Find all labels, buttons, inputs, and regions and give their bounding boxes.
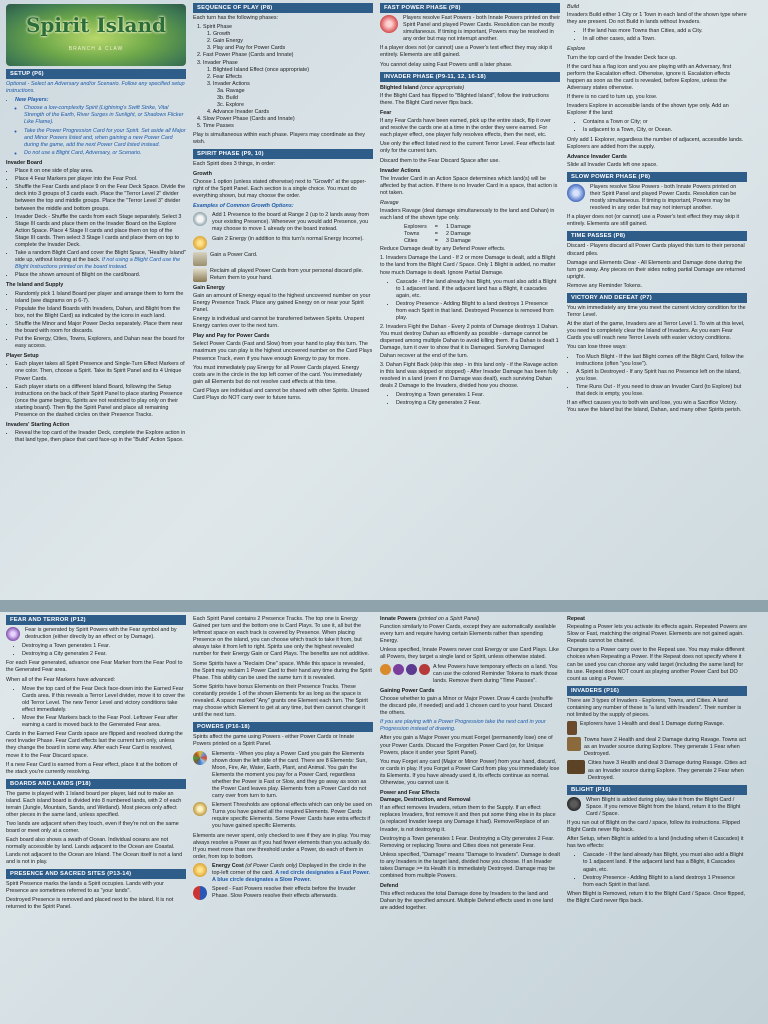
- player-setup-heading: Player Setup: [6, 353, 39, 360]
- setup-optional: Optional - Select an Adversary and/or Scenario. Follow any specified setup instructions.: [6, 81, 185, 95]
- boards-lands-header: BOARDS AND LANDS (P18): [6, 779, 186, 789]
- logo-subtitle: BRANCH & CLAW: [68, 46, 124, 52]
- slow-power-text-2: If a player does not (or cannot) use a Power's text effect they may skip it entirely. Elements are still gained.: [567, 214, 740, 228]
- fear-terror-header: FEAR AND TERROR (P12): [6, 615, 186, 625]
- town-icon: [567, 737, 581, 751]
- slow-power-row: Players resolve Slow Powers - both Innate Powers printed on their Spirit Panel and played Power Cards. Resolution can be mostly simultaneous. If timing is important, Powers may be resolved in any order but may not interrupt another.: [567, 184, 747, 212]
- gaining-text-1: Choose whether to gain a Minor or Major Power. Draw 4 cards (reshuffle the discard pile, if needed) and add 1 chosen card to your hand. Discard the others.: [380, 695, 553, 717]
- list-item: • In all other cases, add a Town.: [583, 36, 747, 43]
- fear-text-1: If any Fear Cards have been earned, pick up the entire stack, flip it over and resolve the cards one at a time in the order they were earned. For each player effect, one player fully resolves effects, then the next, etc.: [380, 118, 551, 139]
- invaders-start-heading: Invaders' Starting Action: [6, 422, 70, 429]
- fear-text-3: When all of the Fear Markers have advanced:: [6, 676, 116, 683]
- seq-item: 3b. Build: [217, 95, 238, 102]
- power-card-icon: [193, 252, 207, 266]
- column-3: [380, 0, 560, 600]
- ravage-heading: Ravage: [380, 199, 399, 206]
- orange-token-icon: [380, 664, 391, 675]
- fast-power-row: Players resolve Fast Powers - both Innate Powers printed on their Spirit Panel and played Power Cards. Resolution can be mostly simultaneous. If timing is important, Powers may be resolved in any order but may not interrupt another.: [380, 15, 560, 43]
- blight-list: [567, 852, 747, 888]
- fear-text-3: Discard them to the Fear Discard Space after use.: [380, 157, 500, 164]
- list-item: • Destroy Presence - Adding Blight to a land destroys 1 Presence from each Spirit in that land.: [583, 875, 747, 889]
- column-5: [6, 612, 186, 1024]
- presence-header: PRESENCE AND SACRED SITES (P13-14): [6, 869, 186, 879]
- blight-text-3: After Setup, when Blight is added to a land (including when it Cascades) it has two effects:: [567, 836, 744, 850]
- ravage-step-1: 1. Invaders Damage the Land - If 2 or more Damage is dealt, add a Blight to the land from the Blight Card / Space. Only 1 Blight is added, no matter how much Damage is dealt. Ignore Partial Damage.: [380, 255, 556, 276]
- blight-header: BLIGHT (P16): [567, 785, 747, 795]
- list-item: • If the land has more Towns than Cities, add a City.: [583, 28, 747, 35]
- invaders-text: There are 3 types of Invaders - Explorers, Towns, and Cities. A land containing any number of these is "a land with Invaders". Their number is not limited by the supply of pieces.: [567, 697, 742, 719]
- innate-text-1: Function similarly to Power Cards, except they are automatically available every turn and require having certain Elements rather than spending Energy.: [380, 624, 556, 645]
- fast-power-text-3: You cannot delay using Fast Powers until a later phase.: [380, 61, 513, 68]
- victory-text-4: If an effect causes you to both win and lose, you win a Sacrifice Victory. You save the Island but the Island, Dahan, and many other Spirits perish.: [567, 400, 742, 414]
- build-list: [567, 28, 747, 43]
- list-item: • Randomly pick 1 Island Board per player and arrange them to form the island (see diagrams on p 6-7).: [15, 291, 186, 305]
- list-item: • Is adjacent to a Town, City, or Ocean.: [583, 127, 747, 134]
- seq-item: 2. Fast Power Phase (Cards and Innate): [197, 52, 294, 59]
- time-text-2: Damage and Elements Clear - All Elements and Damage done during the turn go away. Any pieces on their sides noting partial Damage are returned upright.: [567, 259, 746, 280]
- reclaim-one-text: Some Spirits have a "Reclaim One" space. While this space is revealed, the Spirit may reclaim 1 Power Card to their hand any time during the Spirit Phase. This ability can be used the same turn it is revealed.: [193, 660, 372, 681]
- slow-power-icon: [567, 184, 585, 202]
- table-row: Explorers = 1 Damage: [404, 224, 471, 231]
- list-item: ◦ Choose a low-complexity Spirit (Lightning's Swift Strike, Vital Strength of the Earth, River Surges in Sunlight, or Shadows Flicker Like Flame).: [24, 105, 186, 126]
- fear-advance-list: [6, 686, 186, 730]
- growth-gain-energy: Gain 2 Energy (in addition to this turn's normal Energy Income).: [193, 236, 373, 250]
- advance-text: Slide all Invader Cards left one space.: [567, 161, 658, 168]
- city-icon: [567, 760, 585, 774]
- list-item: • Destroying a Town generates 1 Fear.: [396, 392, 560, 399]
- speed-icon: [193, 886, 207, 900]
- page-divider: [0, 600, 768, 612]
- repeat-heading: Repeat: [567, 616, 585, 622]
- victory-text-2: At the start of the game, Invaders are at Terror Level 1. To win at this level, you need to completely clear the Island of Invaders. As you earn Fear Cards you will reach new Terror Levels with easier victory conditions.: [567, 321, 745, 342]
- list-item: • Destroying a Town generates 1 Fear.: [22, 643, 186, 650]
- blighted-island-heading: Blighted Island (once appropriate): [380, 84, 465, 91]
- growth-add-presence: Add 1 Presence to the board at Range 2 (up to 2 lands away from your existing Presence). Whenever you would add Presence, you may choose to move 1 already on the board instead.: [193, 212, 373, 233]
- setup-header: SETUP (P6): [6, 69, 186, 79]
- defend-heading: Defend: [380, 883, 399, 890]
- repeat-text-2: Changes to a Power carry over to the Repeat use. You may make different choices when Repeating a Power. If the Repeat does not specify where it can be used you can choose any valid target (including the same land) for its use. Repeat does NOT count as playing another Power Card but DO count as using a Power.: [567, 647, 745, 682]
- invader-actions-text: The Invader Card in an Action Space determines which land(s) will be affected by that action. If there is no Invader Card in a space, that action is not taken.: [380, 175, 558, 196]
- table-row: Cities = 3 Damage: [404, 238, 471, 245]
- invaders-start-list: [6, 430, 186, 444]
- spirit-phase-header: SPIRIT PHASE (P9, 10): [193, 149, 373, 159]
- reminder-tokens-row: A few Powers have temporary effects on a land. You can use the colored Reminder Tokens to mark those lands. Remove them during "Time Passes".: [380, 664, 560, 685]
- list-item: • Move the top card of the Fear Deck face-down into the Earned Fear Cards area. If this reveals a Terror Level divider, move it to cover the old Terror Level. The new Terror Level and victory conditions take effect immediately.: [22, 686, 186, 714]
- fast-power-text-2: If a player does not (or cannot) use a Power's text effect they may skip it entirely. Elements are still gained.: [380, 45, 553, 59]
- list-item: ◦ Take the Power Progression Card for your Spirit. Set aside all Major and Minor Powers listed and, when gaining a new Power Card during the game, add the next Power Card listed instead.: [24, 128, 186, 149]
- gain-energy-heading: Gain Energy: [193, 284, 225, 291]
- play-pay-text-3: Card Plays are individual and cannot be shared with other Spirits. Unused Card Plays do NOT carry over to future turns.: [193, 387, 370, 402]
- seq-item: 3. Invader Actions: [207, 80, 250, 87]
- explore-text-3: If there is no card to turn up, you lose.: [567, 94, 658, 101]
- play-pay-text-2: You must immediately pay Energy for all Power Cards played. Energy costs are in the circle in the top left corner of the card. You immediately gain all Elements but do not resolve card effects at this time.: [193, 364, 362, 385]
- ravage-text-2: Reduce Damage dealt by any Defend Power effects.: [380, 246, 506, 253]
- list-item: • Reveal the top card of the Invader Deck, complete the Explore action in that land type, then place that card face-up in the "Build" Action Space.: [15, 430, 186, 444]
- growth-examples-heading: Examples of Common Growth Options:: [193, 203, 294, 210]
- fear-text-2: For each Fear generated, advance one Fear Marker from the Fear Pool to the Generated Fear area.: [6, 660, 183, 674]
- gain-energy-text: Gain an amount of Energy equal to the highest uncovered number on your Energy Presence Track. Place any gained Energy on or near your Spirit Panel.: [193, 292, 371, 313]
- seq-item: 2. Fear Effects: [207, 73, 242, 80]
- seq-item: 4. Slow Power Phase (Cards and Innate): [197, 116, 295, 123]
- blight-text-2: If you run out of Blight on the card / space, follow its instructions. Flipped Blight Cards never flip back.: [567, 819, 740, 834]
- energy-icon: [193, 236, 207, 250]
- seq-item: 3. Invader Phase: [197, 59, 238, 66]
- sequence-header: SEQUENCE OF PLAY (P8): [193, 3, 373, 13]
- innate-text-2: Unless specified, Innate Powers never cost Energy or use Card Plays. Like all Powers, they target a single land or Spirit, unless otherwise stated.: [380, 647, 559, 661]
- presence-track-text: Each Spirit Panel contains 2 Presence Tracks. The top one is Energy Gained per turn and the bottom one is Card Plays. To use it, all but the leftmost space on each track is covered by Presence. When placing Presence on the island, you can choose which track to take it from, but always take it from left to right. Spirits use only the highest revealed number for their Energy Gain or Card Plays. The benefits are not additive.: [193, 616, 370, 658]
- time-text-3: Remove any Reminder Tokens.: [567, 282, 643, 289]
- spirit-island-logo: [6, 4, 186, 66]
- slow-power-header: SLOW POWER PHASE (P8): [567, 172, 747, 182]
- list-item: • Shuffle the Minor and Major Power Decks separately. Place them near the board with room for discards.: [15, 321, 186, 335]
- speed-row: Speed - Fast Powers resolve their effects before the Invader Phase. Slow Powers resolve their effects afterwards.: [193, 886, 373, 900]
- boards-text-3: Each board also shows a swath of Ocean. Individual oceans are not normally accessible by land. Lands adjacent to the Ocean are Coastal. Lands not adjacent to the Ocean are Inland. The Ocean itself is not a land and is not in play.: [6, 837, 183, 865]
- list-item: • Destroying a City generates 2 Fear.: [22, 651, 186, 658]
- innate-powers-heading: Innate Powers (printed on a Spirit Panel): [380, 616, 480, 622]
- play-pay-heading: Play and Pay for Power Cards: [193, 333, 270, 340]
- threshold-icon: [193, 802, 207, 816]
- energy-cost-icon: [193, 863, 207, 877]
- add-presence-icon: [193, 212, 207, 226]
- victory-text-3: You can lose three ways:: [567, 344, 627, 351]
- bonus-elements-text: Some Spirits have bonus Elements on their Presence Tracks. These constantly provide 1 of the shown Elements for as long as the space is revealed. A space marked "Any" grants one Element each turn. The Spirit may choose which Element to get at any time, but then cannot change it until the next turn.: [193, 683, 368, 719]
- thresholds-row: Element Thresholds are optional effects which can only be used on Turns you have gained all the required Elements. Power Cards require specific Elements. Some Power Cards have extra effects if you have gained specific Elements.: [193, 802, 373, 830]
- list-item: • Destroy Presence - Adding Blight to a land destroys 1 Presence from each Spirit in that land. Destroyed Presence is removed from play.: [396, 301, 560, 322]
- list-item: • Invader Deck - Shuffle the cards from each Stage separately. Select 3 Stage III cards and place them on the Invader Board on the Explore Action Space. Place 4 Stage II cards and place them on top of the Stage III cards. Then select 3 Stage I cards and place them on top to complete the Invader Deck.: [15, 214, 186, 249]
- table-row: Towns = 2 Damage: [404, 231, 471, 238]
- fear-text-4: Cards in the Earned Fear Cards space are flipped and resolved during the next Invader Phase. Fear Card effects last the current turn only, unless they change the board in some way. After each Fear Card is resolved, move it to the Fear Discard space.: [6, 731, 183, 759]
- seq-item: 2. Gain Energy: [207, 38, 243, 45]
- list-item: • Take a random Blight Card and cover the Blight Space, "Healthy Island" side up, without looking at the back. If not using a Blight Card use the Blight Instructions printed on the board instead.: [15, 250, 186, 271]
- blight-icon: [567, 797, 581, 811]
- seq-item: 3. Play and Pay for Power Cards: [207, 45, 286, 52]
- bottom-half: [0, 612, 768, 1024]
- list-item: • Time Runs Out - If you need to draw an Invader Card (to Explore) but that deck is empty, you lose.: [576, 384, 747, 398]
- column-7: [380, 612, 560, 1024]
- list-item: ◦ Do not use a Blight Card, Adversary, or Scenario.: [24, 150, 186, 157]
- victory-header: VICTORY AND DEFEAT (P7): [567, 293, 747, 303]
- list-item: • Each player starts on a different Island Board, following the Setup instructions on the back of their Spirit Panel to place starting Presence (once the game begins, Spirits are not restricted to play only on their starting board). Then flip the Spirit Panel and place all remaining Presence on the dashed circles on their Presence Tracks.: [15, 384, 186, 419]
- invaders-header: INVADERS (P16): [567, 686, 747, 696]
- fear-row: Fear is generated by Spirit Powers with the Fear symbol and by destruction (either directly by an effect or by Damage).: [6, 627, 186, 641]
- fear-icon: [6, 627, 20, 641]
- victory-text-1: You win immediately any time you meet the current victory condition for the Terror Level.: [567, 305, 746, 319]
- column-1: [6, 0, 186, 600]
- list-item: • Place the shown amount of Blight on the card/board.: [15, 272, 186, 279]
- play-pay-text: Select Power Cards (Fast and Slow) from your hand to play this turn. The maximum you can play is the highest uncovered number on the Card Plays Presence Track, even if you have enough Energy to pay for more.: [193, 341, 373, 362]
- fast-power-icon: [380, 15, 398, 33]
- invader-actions-heading: Invader Actions: [380, 167, 421, 174]
- ravage-step-3-list: [380, 392, 560, 407]
- presence-text-2: Destroyed Presence is removed and placed next to the island. It is not returned to the Spirit Panel.: [6, 896, 174, 910]
- powers-text-4: Elements are never spent, only checked to see if they are in play. You may always resolve a Power as if you had fewer elements than you actually do. If you meet more than one threshold under a Power, do each of them in order, from top to bottom.: [193, 832, 371, 860]
- ravage-step-3: 3. Dahan Fight Back (skip this step - in this land only - if the Ravage action in this land was skipped or stopped) - After Invader Damage has been fully resolved in a land (even if no Damage was dealt), each surviving Dahan deals 2 Damage to the Invaders, divided how you choose.: [380, 361, 558, 389]
- gaining-cards-heading: Gaining Power Cards: [380, 687, 435, 694]
- seq-item: 5. Time Passes: [197, 123, 234, 130]
- boards-text-2: Two lands are adjacent when they touch, even if they're not on the same board or meet only at a corner.: [6, 821, 179, 835]
- fast-power-header: FAST POWER PHASE (P8): [380, 3, 560, 13]
- seq-item: 3c. Explore: [217, 102, 244, 109]
- column-2: [193, 0, 373, 600]
- explorer-icon: [567, 721, 577, 735]
- ravage-step-1-list: [380, 279, 560, 323]
- repeat-text-1: Repeating a Power lets you activate its effects again. Repeated Powers are Slow or Fast, matching the original Power. Elements are not gained again. Repeats cannot be chained.: [567, 624, 747, 645]
- ravage-text: Invaders Ravage (deal damage simultaneously to the land and Dahan) in each land of the shown type only.: [380, 208, 555, 222]
- time-passes-header: TIME PASSES (P8): [567, 231, 747, 241]
- list-item: • Destroying a City generates 2 Fear.: [396, 400, 560, 407]
- invader-board-heading: Invader Board: [6, 159, 43, 166]
- blight-row: When Blight is added during play, take it from the Blight Card / Space. If you remove Blight from the Island, return it to the Blight Card / Space.: [567, 797, 747, 818]
- spirit-intro: Each Spirit does 3 things, in order:: [193, 160, 276, 167]
- logo-title: Spirit Island: [25, 13, 167, 37]
- sequence-intro: Each turn has the following phases:: [193, 15, 279, 21]
- gaining-text-progression: If you are playing with a Power Progression take the next card in your Progression instead of drawing.: [380, 719, 546, 733]
- seq-item: 1. Blighted Island Effect (once appropriate): [207, 66, 310, 73]
- list-item: • Contains a Town or City; or: [583, 119, 747, 126]
- defend-text: This effect reduces the total Damage done by Invaders to the land and Dahan by the specified amount. Multiple Defend effects used in one land are added together.: [380, 891, 554, 912]
- damage-table: [400, 224, 475, 245]
- explore-text-5: Only add 1 Explorer, regardless the number of adjacent, accessible lands. Explorers are added from the supply.: [567, 136, 744, 150]
- fear-list: [6, 643, 186, 658]
- column-6: [193, 612, 373, 1024]
- explore-list: [567, 119, 747, 134]
- seq-item: 1. Growth: [207, 31, 231, 38]
- ravage-step-2: 2. Invaders Fight the Dahan - Every 2 points of Damage destroys 1 Dahan. You must destroy Dahan as efficiently as possible - damage cannot be dispersed among multiple Dahan to avoid killing them. If a Dahan is dealt 1 Damage, turn it over to show that it is Damaged. Surviving Damaged Dahan recover at the end of the turn.: [380, 324, 559, 359]
- list-item: • Populate the Island Boards with Invaders, Dahan, and Blight from the box, not the Blight Card) as indicated by the icons in each land.: [15, 306, 186, 320]
- purple-token-icon: [393, 664, 404, 675]
- fear-heading: Fear: [380, 109, 392, 116]
- effects-text-2: Destroying a Town generates 1 Fear. Destroying a City generates 2 Fear. Removing or replacing Towns and Cities does not generate Fear.: [380, 835, 555, 849]
- island-list: [6, 291, 186, 351]
- town-row: Towns have 2 Health and deal 2 Damage during Ravage. Towns act as an Invader source during Explore. They generate 1 Fear when Destroyed.: [567, 737, 747, 758]
- energy-cost-row: Energy Cost (of Power Cards only) Displayed in the circle in the top-left corner of the card. A red circle designates a Fast Power. A blue circle designates a Slow Power.: [193, 863, 373, 884]
- effects-text-1: If an effect removes Invaders, return them to the Supply. If an effect replaces Invaders, first remove it and then put some thing else in its place (a replaced Invader keeps any Damage it had). Remove/Replace of an Invader, is not destroying it.: [380, 805, 556, 833]
- reclaim-icon: [193, 268, 207, 282]
- explore-text-4: Invaders Explore in accessible lands of the shown type only. Add an Explorer if the land:: [567, 103, 729, 117]
- power-fear-effects-heading: Power and Fear Effects: [380, 790, 440, 797]
- city-row: Cities have 3 Health and deal 3 Damage during Ravage. Cities act as an Invader source during Explore. They generate 2 Fear when Destroyed.: [567, 760, 747, 781]
- list-item: • Place 4 Fear Markers per player into the Fear Pool.: [15, 176, 186, 183]
- island-supply-heading: The Island and Supply: [6, 282, 64, 289]
- list-item: • Cascade - If the land already has Blight, you must also add a Blight to 1 adjacent land. If the adjacent land has a Blight, it cascades again, etc.: [396, 279, 560, 300]
- seq-item: 4. Advance Invader Cards: [207, 109, 270, 116]
- gaining-text-3: You may Forget any card (Major or Minor Power) from your hand, discard, or cards in play. If you Forget a Power Card from play you immediately lose its Elements. If you have already used it, its effects continue as normal. Otherwise, you cannot use it.: [380, 758, 560, 786]
- invader-board-list: [6, 168, 186, 279]
- list-item: • Shuffle the Fear Cards and place 9 on the Fear Deck Space. Divide the deck into 3 groups of 3 cards each. Place the "Terror Level 2" divider between the top and middle groups. Place the "Terror Level 3" divider between the middle and bottom groups.: [15, 184, 186, 212]
- sequence-list: [193, 24, 373, 130]
- column-4: [567, 0, 747, 600]
- seq-item: 3a. Ravage: [217, 87, 245, 94]
- explore-text-2: If the card has a flag icon and you are playing with an Adversary, first perform the Escalation effect. Otherwise, ignore it. Escalation effects happen as soon as the card is revealed, before Explore, unless the Adversary states otherwise.: [567, 63, 732, 91]
- list-item: • Move the Fear Markers back to the Fear Pool. Leftover Fear after earning a card is moved back to the Generated Fear area.: [22, 715, 186, 729]
- fear-text-2: Use only the effect listed next to the current Terror Level. Fear effects last only for the current turn.: [380, 141, 555, 155]
- list-item: • Too Much Blight - If the last Blight comes off the Blight Card, follow the instructions (often "you lose").: [576, 354, 747, 368]
- blight-text-4: When Blight is Removed, return it to the Blight Card / Space. Once flipped, the Blight Card never flips back.: [567, 890, 745, 904]
- invader-phase-header: INVADER PHASE (P9-11, 12, 16-18): [380, 72, 560, 82]
- list-item: • Put the Energy, Cities, Towns, Explorers, and Dahan near the board for easy access.: [15, 336, 186, 350]
- damage-heading: Damage, Destruction, and Removal: [380, 797, 471, 804]
- growth-text: Choose 1 option (unless stated otherwise) next to "Growth" at the upper-right of the Spirit Panel. Each section is a single choice. You must do everything shown, but may choose the order.: [193, 178, 367, 200]
- reminder-tokens: [380, 664, 430, 675]
- list-item: • New Players: ◦ Choose a low-complexity Spirit (Lightning's Swift Strike, Vital Strength of the Earth, River Surges in Sunlight, or Shadows Flicker Like Flame). ◦ Take the Power Progression Card for your Spirit. Set aside all Major and Minor Powers listed and, when gaining a new Power Card during the game, add the next Power Card listed instead. ◦ Do not use a Blight Card, Adversary, or Scenario.: [15, 97, 186, 157]
- build-heading: Build: [567, 4, 579, 10]
- fear-text-5: If a new Fear Card is earned from a Fear effect, place it at the bottom of the stack you're currently resolving.: [6, 761, 178, 775]
- presence-text-1: Spirit Presence marks the lands a Spirit occupies. Lands with your Presence are sometimes referred to as "your lands".: [6, 880, 164, 894]
- column-8: [567, 612, 747, 1024]
- new-players-list: [6, 97, 186, 157]
- player-setup-list: [6, 361, 186, 419]
- powers-text-1: Spirits affect the game using Powers - either Power Cards or Innate Powers printed on a Spirit Panel.: [193, 734, 355, 748]
- list-item: • Place it on one side of play area.: [15, 168, 186, 175]
- list-item: • Each player takes all Spirit Presence and Single-Turn Effect Markers of one color. Then, choose a Spirit. Take its Spirit Panel and its 4 Unique Power Cards.: [15, 361, 186, 382]
- growth-reclaim: Reclaim all played Power Cards from your personal discard pile. Return them to your hand.: [193, 268, 373, 282]
- explore-heading: Explore: [567, 46, 586, 53]
- growth-heading: Growth: [193, 170, 212, 177]
- explorer-row: Explorers have 1 Health and deal 1 Damage during Ravage.: [567, 721, 747, 735]
- sequence-note: Play is simultaneous within each phase. Players may coordinate as they wish.: [193, 131, 365, 145]
- explore-text-1: Turn the top card of the Invader Deck face up.: [567, 54, 677, 61]
- powers-header: POWERS (P16-18): [193, 722, 373, 732]
- boards-text-1: The game is played with 1 Island board per player, laid out to make an island. Each island board is divided into 8 numbered lands, with 2 of each terrain (Jungle, Mountain, Sands, and Wetland). Most pieces only affect other pieces in the same land, unless specified.: [6, 790, 182, 819]
- elements-row: Elements - When you play a Power Card you gain the Elements shown down the left side of the card. There are 8 Elements: Sun, Moon, Fire, Air, Water, Earth, Plant, and Animal. You gain the Elements the moment you pay for a Power Card, regardless whether the Power is Fast or Slow, and they go away as soon as the Power Card leaves play. Elements from a Power Card do not carry over from turn to turn.: [193, 751, 373, 801]
- list-item: • Cascade - If the land already has Blight, you must also add a Blight to 1 adjacent land. If the adjacent land has a Blight, it Cascades again, etc.: [583, 852, 747, 873]
- list-item: • A Spirit Is Destroyed - If any Spirit has no Presence left on the island, you lose.: [576, 369, 747, 383]
- build-text: Invaders Build either 1 City or 1 Town in each land of the shown type where they are present. Do not Build in lands without Invaders.: [567, 12, 747, 26]
- elements-icon: [193, 751, 207, 765]
- growth-gain-card: Gain a Power Card.: [193, 252, 373, 266]
- lose-list: [567, 354, 747, 399]
- seq-item: 1. Spirit Phase: [197, 24, 233, 31]
- violet-token-icon: [406, 664, 417, 675]
- blighted-island-text: If the Blight Card has flipped to "Blighted Island", follow the instructions there. The Blight Card never flips back.: [380, 92, 549, 106]
- red-token-icon: [419, 664, 430, 675]
- time-text-1: Discard - Players discard all Power Cards played this turn to their personal discard piles.: [567, 243, 745, 257]
- gain-energy-text-2: Energy is individual and cannot be transferred between Spirits. Unspent Energy carries over to the next turn.: [193, 316, 365, 330]
- advance-heading: Advance Invader Cards: [567, 153, 627, 160]
- gaining-text-2: After you gain a Major Power you must Forget (permanently lose) one of your Power Cards. Discard the Forgotten Power Card (or, for Unique Powers, place it under your Spirit Panel).: [380, 735, 553, 756]
- effects-text-3: Unless specified, "Damage" means "Damage to Invaders". Damage is dealt to any Invaders in the target land, divided how you choose. If an Invader takes Damage >= its Health it is immediately Destroyed. Damage may be combined from multiple Powers.: [380, 851, 560, 880]
